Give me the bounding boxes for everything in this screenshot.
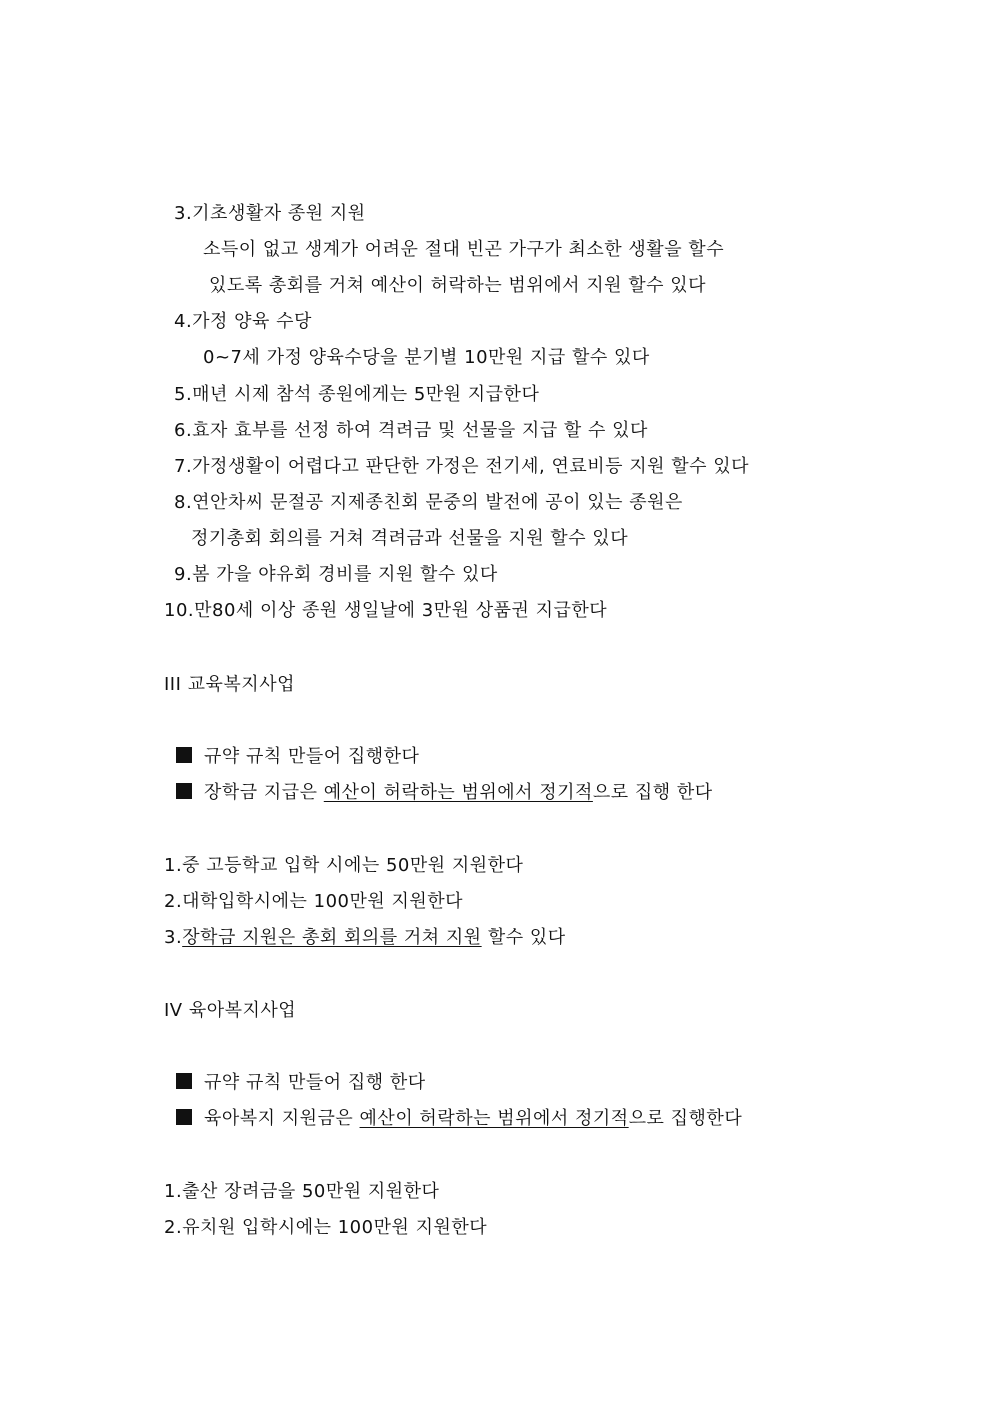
welfare-item-10: 10.만80세 이상 종원 생일날에 3만원 상품권 지급한다: [164, 600, 608, 621]
education-item-3-text-post: 할수 있다: [481, 927, 566, 948]
welfare-item-3-desc-line-1: 소득이 없고 생계가 어려운 절대 빈곤 가구가 최소한 생활을 할수: [203, 239, 725, 260]
education-item-2: 2.대학입학시에는 100만원 지원한다: [164, 891, 464, 912]
childcare-item-2: 2.유치원 입학시에는 100만원 지원한다: [164, 1217, 488, 1238]
childcare-section-heading: IV 육아복지사업: [164, 1000, 297, 1021]
childcare-bullet-2: [176, 1107, 742, 1131]
welfare-item-6: 6.효자 효부를 선정 하여 격려금 및 선물을 지급 할 수 있다: [174, 420, 648, 441]
childcare-bullet-2-text-pre: 육아복지 지원금은: [204, 1108, 360, 1129]
welfare-item-9: 9.봄 가을 야유회 경비를 지원 할수 있다: [174, 564, 498, 585]
welfare-item-8-title: 8.연안차씨 문절공 지제종친회 문중의 발전에 공이 있는 종원은: [174, 492, 683, 513]
education-item-1: 1.중 고등학교 입학 시에는 50만원 지원한다: [164, 855, 524, 876]
welfare-item-5: 5.매년 시제 참석 종원에게는 5만원 지급한다: [174, 384, 540, 405]
square-bullet-icon: [176, 1073, 192, 1089]
education-item-3: [164, 926, 566, 950]
welfare-item-3-desc-line-2: 있도록 총회를 거쳐 예산이 허락하는 범위에서 지원 할수 있다: [209, 275, 706, 296]
education-item-3-number: 3.: [164, 927, 183, 948]
education-item-3-underlined: 장학금 지원은 총회 회의를 거쳐 지원: [182, 927, 482, 948]
welfare-item-8-desc: 정기총회 회의를 거쳐 격려금과 선물을 지원 할수 있다: [191, 528, 629, 549]
education-bullet-2-text-pre: 장학금 지급은: [204, 782, 324, 803]
childcare-bullet-1: [176, 1071, 426, 1095]
education-bullet-2-underlined: 예산이 허락하는 범위에서 정기적: [323, 782, 593, 803]
childcare-bullet-2-underlined: 예산이 허락하는 범위에서 정기적: [359, 1108, 629, 1129]
childcare-bullet-1-text: 규약 규칙 만들어 집행 한다: [204, 1072, 426, 1093]
welfare-item-4-title: 4.가정 양육 수당: [174, 311, 312, 332]
education-bullet-1: [176, 745, 419, 769]
welfare-item-3-title: 3.기초생활자 종원 지원: [174, 203, 366, 224]
square-bullet-icon: [176, 1109, 192, 1125]
welfare-item-4-desc: 0~7세 가정 양육수당을 분기별 10만원 지급 할수 있다: [203, 347, 650, 368]
education-section-heading: III 교육복지사업: [164, 674, 295, 695]
education-bullet-2: [176, 781, 713, 805]
childcare-bullet-2-text-post: 으로 집행한다: [628, 1108, 743, 1129]
square-bullet-icon: [176, 783, 192, 799]
childcare-item-1: 1.출산 장려금을 50만원 지원한다: [164, 1181, 440, 1202]
square-bullet-icon: [176, 747, 192, 763]
education-bullet-1-text: 규약 규칙 만들어 집행한다: [204, 746, 420, 767]
welfare-item-7: 7.가정생활이 어렵다고 판단한 가정은 전기세, 연료비등 지원 할수 있다: [174, 456, 750, 477]
education-bullet-2-text-post: 으로 집행 한다: [592, 782, 713, 803]
